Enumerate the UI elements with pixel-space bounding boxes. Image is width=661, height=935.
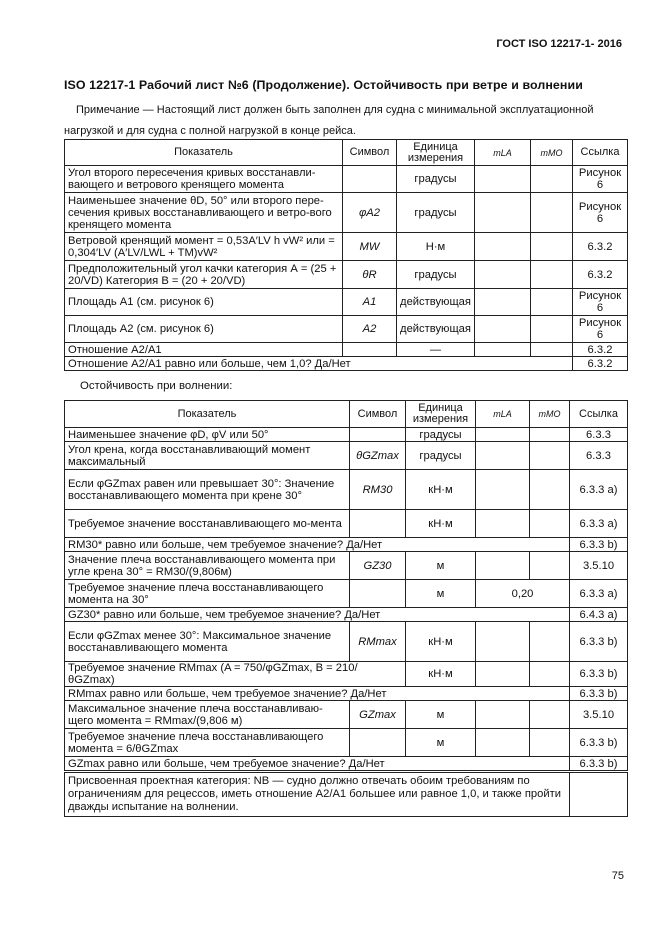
mla-cell[interactable] <box>476 622 530 662</box>
ref-cell: 6.3.3 <box>570 442 628 470</box>
unit-cell: действующая <box>397 289 475 316</box>
ref-cell: 6.3.3 <box>570 428 628 442</box>
symbol-cell: MW <box>343 233 397 261</box>
table-row <box>65 608 628 622</box>
mla-cell[interactable] <box>475 261 531 289</box>
mla-cell[interactable] <box>476 552 530 580</box>
table-row <box>65 552 628 580</box>
table-row <box>65 166 628 193</box>
unit-cell: действующая <box>397 316 475 343</box>
ref-cell: 6.3.2 <box>573 343 628 357</box>
symbol-cell: RMmax <box>350 622 406 662</box>
param-cell: Если φGZmax менее 30°: Максимальное значение восстанавливающего момента <box>65 622 350 662</box>
symbol-cell <box>350 580 406 608</box>
symbol-cell <box>343 166 397 193</box>
param-cell: Площадь A2 (см. рисунок 6) <box>65 316 343 343</box>
table-row <box>65 622 628 662</box>
symbol-cell: RM30 <box>350 470 406 510</box>
mla-cell[interactable] <box>476 701 530 729</box>
table-row <box>65 289 628 316</box>
wind-stability-table <box>64 139 628 371</box>
param-cell: Отношение A2/A1 <box>65 343 343 357</box>
table-row <box>65 261 628 289</box>
ref-cell: 6.3.3 a) <box>570 580 628 608</box>
unit-cell: градусы <box>397 261 475 289</box>
param-cell: Предположительный угол качки категория А = (25 + 20/VD) Категория В = (20 + 20/VD) <box>65 261 343 289</box>
unit-cell: градусы <box>397 166 475 193</box>
mmo-cell[interactable] <box>530 442 570 470</box>
wave-stability-heading: Остойчивость при волнении: <box>80 380 233 392</box>
mla-cell[interactable] <box>475 233 531 261</box>
table-row <box>65 662 628 687</box>
mla-cell[interactable] <box>476 510 530 538</box>
ref-cell: 6.3.3 b) <box>570 622 628 662</box>
param-cell: Если φGZmax равен или превышает 30°: Значение восстанавливающего момента при крене 30° <box>65 470 350 510</box>
mmo-cell[interactable] <box>530 428 570 442</box>
ref-cell: 6.3.3 a) <box>570 510 628 538</box>
table-row <box>65 538 628 552</box>
table-row <box>65 193 628 233</box>
mmo-cell[interactable] <box>531 166 573 193</box>
mmo-cell[interactable] <box>530 552 570 580</box>
table-row <box>65 510 628 538</box>
mla-cell[interactable]: 0,20 <box>476 580 570 608</box>
unit-cell: градусы <box>397 193 475 233</box>
symbol-cell <box>350 510 406 538</box>
mmo-cell[interactable] <box>530 510 570 538</box>
column-header: Единица измерения <box>406 401 476 428</box>
category-text: Присвоенная проектная категория: NB — судно должно отвечать обоим требованиям по ограничениям для рецессов, иметь отношение A2/A1 большее или равное 1,0, и также пройти дважды испытание на волнении. <box>65 773 570 817</box>
table-row <box>65 701 628 729</box>
symbol-cell: θR <box>343 261 397 289</box>
mmo-cell[interactable] <box>531 193 573 233</box>
ref-cell: 3.5.10 <box>570 552 628 580</box>
mla-cell[interactable] <box>476 729 530 757</box>
symbol-cell <box>350 729 406 757</box>
table-header-row <box>65 140 628 166</box>
unit-cell: градусы <box>406 428 476 442</box>
param-cell: Значение плеча восстанавливающего момента при угле крена 30° = RM30/(9,806м) <box>65 552 350 580</box>
param-cell: Наименьшее значение φD, φV или 50° <box>65 428 350 442</box>
table-row <box>65 428 628 442</box>
ref-cell: 6.3.3 b) <box>570 662 628 687</box>
param-cell: Угол крена, когда восстанавливающий момент максимальный <box>65 442 350 470</box>
unit-cell: — <box>397 343 475 357</box>
symbol-cell: GZ30 <box>350 552 406 580</box>
param-cell: Максимальное значение плеча восстанавливаю-щего момента = RMmax/(9,806 м) <box>65 701 350 729</box>
mmo-cell[interactable] <box>531 261 573 289</box>
mla-cell[interactable] <box>475 166 531 193</box>
column-header: Ссылка <box>573 140 628 166</box>
table-row <box>65 470 628 510</box>
question-cell[interactable]: GZ30* равно или больше, чем требуемое значение? Да/Нет <box>65 608 570 622</box>
mmo-cell[interactable] <box>530 729 570 757</box>
ref-cell: Рисунок 6 <box>573 316 628 343</box>
column-header: Показатель <box>65 140 343 166</box>
ref-cell: Рисунок 6 <box>573 166 628 193</box>
column-header: mMO <box>530 401 570 428</box>
mla-cell[interactable] <box>475 289 531 316</box>
unit-cell: градусы <box>406 442 476 470</box>
column-header: mLA <box>475 140 531 166</box>
mmo-cell[interactable] <box>531 343 573 357</box>
column-header: mMO <box>531 140 573 166</box>
unit-cell: м <box>406 580 476 608</box>
unit-cell: кН·м <box>406 470 476 510</box>
mmo-cell[interactable] <box>531 316 573 343</box>
symbol-cell: φA2 <box>343 193 397 233</box>
column-header: Ссылка <box>570 401 628 428</box>
mmo-cell[interactable] <box>531 233 573 261</box>
unit-cell: м <box>406 701 476 729</box>
page-title: ISO 12217-1 Рабочий лист №6 (Продолжение). Остойчивость при ветре и волнении <box>64 78 583 92</box>
unit-cell: кН·м <box>406 662 476 687</box>
mla-cell[interactable] <box>476 442 530 470</box>
param-cell: Ветровой кренящий момент = 0,53A′LV h vW² или = 0,304′LV (A′LV/LWL + TM)vW² <box>65 233 343 261</box>
question-cell[interactable]: Отношение A2/A1 равно или больше, чем 1,0? Да/Нет <box>65 357 573 371</box>
mmo-cell[interactable] <box>530 622 570 662</box>
unit-cell: м <box>406 552 476 580</box>
mla-cell[interactable] <box>475 343 531 357</box>
unit-cell: Н·м <box>397 233 475 261</box>
table-row <box>65 316 628 343</box>
ref-cell: 3.5.10 <box>570 701 628 729</box>
question-cell[interactable]: GZmax равно или больше, чем требуемое значение? Да/Нет <box>65 757 570 771</box>
ref-cell: 6.4.3 a) <box>570 608 628 622</box>
symbol-cell <box>350 428 406 442</box>
param-cell: Требуемое значение плеча восстанавливающего момента на 30° <box>65 580 350 608</box>
table-row <box>65 233 628 261</box>
ref-cell: Рисунок 6 <box>573 289 628 316</box>
ref-cell: 6.3.3 b) <box>570 729 628 757</box>
symbol-cell: A2 <box>343 316 397 343</box>
ref-cell: 6.3.3 b) <box>570 687 628 701</box>
symbol-cell: A1 <box>343 289 397 316</box>
question-cell[interactable]: RMmax равно или больше, чем требуемое значение? Да/Нет <box>65 687 570 701</box>
param-cell: Требуемое значение RMmax (A = 750/φGZmax, B = 210/θGZmax) <box>65 662 406 687</box>
page-number: 75 <box>611 870 624 882</box>
question-cell[interactable]: RM30* равно или больше, чем требуемое значение? Да/Нет <box>65 538 570 552</box>
standard-designation: ГОСТ ISO 12217-1- 2016 <box>496 38 622 50</box>
column-header: mLA <box>476 401 530 428</box>
unit-cell: кН·м <box>406 510 476 538</box>
category-answer-cell[interactable] <box>570 773 628 817</box>
ref-cell: 6.3.2 <box>573 357 628 371</box>
ref-cell: 6.3.2 <box>573 233 628 261</box>
column-header: Символ <box>350 401 406 428</box>
ref-cell: Рисунок 6 <box>573 193 628 233</box>
symbol-cell: θGZmax <box>350 442 406 470</box>
column-header: Единица измерения <box>397 140 475 166</box>
table-header-row <box>65 401 628 428</box>
mla-cell[interactable] <box>475 193 531 233</box>
mmo-cell[interactable] <box>530 470 570 510</box>
note-paragraph: Примечание — Настоящий лист должен быть заполнен для судна с минимальной эксплуатационной нагрузкой и для судна с полной нагрузкой в конце рейса. <box>64 104 594 137</box>
column-header: Символ <box>343 140 397 166</box>
ref-cell: 6.3.3 a) <box>570 470 628 510</box>
param-cell: Требуемое значение восстанавливающего мо-мента <box>65 510 350 538</box>
table-row <box>65 729 628 757</box>
mla-cell[interactable] <box>476 428 530 442</box>
mmo-cell[interactable] <box>530 662 570 687</box>
ref-cell: 6.3.3 b) <box>570 757 628 771</box>
table-row <box>65 687 628 701</box>
mmo-cell[interactable] <box>530 701 570 729</box>
ref-cell: 6.3.3 b) <box>570 538 628 552</box>
table-row <box>65 580 628 608</box>
mla-cell[interactable] <box>476 662 530 687</box>
table-row <box>65 442 628 470</box>
table-row <box>65 343 628 357</box>
design-category-box <box>64 772 628 817</box>
table-row <box>65 757 628 771</box>
mla-cell[interactable] <box>475 316 531 343</box>
unit-cell: кН·м <box>406 622 476 662</box>
wave-stability-table <box>64 400 628 771</box>
table-row <box>65 357 628 371</box>
mla-cell[interactable] <box>476 470 530 510</box>
unit-cell: м <box>406 729 476 757</box>
param-cell: Требуемое значение плеча восстанавливающего момента = 6/θGZmax <box>65 729 350 757</box>
param-cell: Наименьшее значение θD, 50° или второго пере-сечения кривых восстанавливающего и ветро-вого кренящего момента <box>65 193 343 233</box>
symbol-cell: GZmax <box>350 701 406 729</box>
column-header: Показатель <box>65 401 350 428</box>
symbol-cell <box>343 343 397 357</box>
table-row <box>65 773 628 817</box>
param-cell: Площадь A1 (см. рисунок 6) <box>65 289 343 316</box>
mmo-cell[interactable] <box>531 289 573 316</box>
ref-cell: 6.3.2 <box>573 261 628 289</box>
param-cell: Угол второго пересечения кривых восстанавли-вающего и ветрового кренящего момента <box>65 166 343 193</box>
